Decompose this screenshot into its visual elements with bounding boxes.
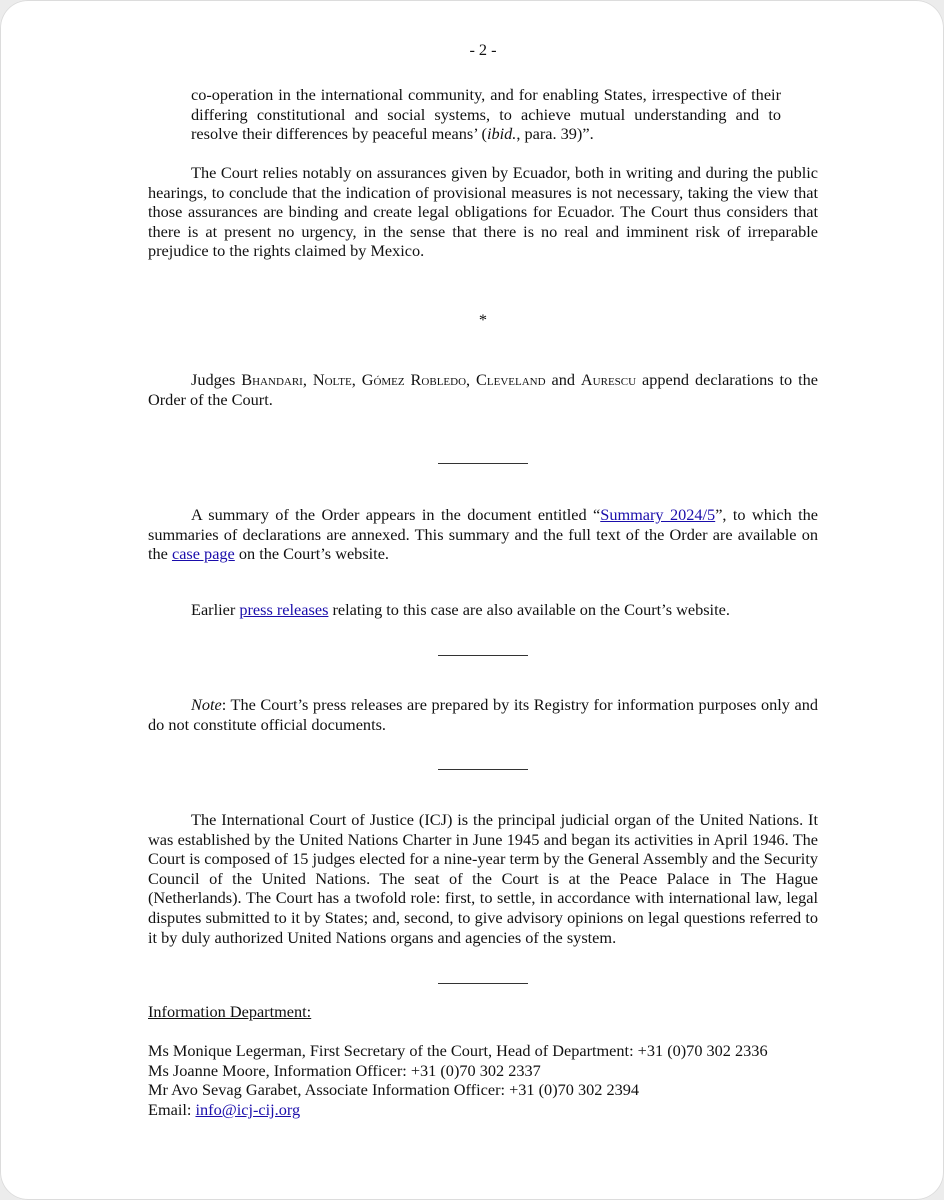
- conjunction: and: [545, 370, 581, 389]
- judge-name-1: Bhandari: [241, 370, 303, 389]
- email-label: Email:: [148, 1099, 196, 1119]
- divider-line: [438, 983, 528, 984]
- quoted-passage: [191, 85, 781, 144]
- email-link[interactable]: info@icj-cij.org: [195, 1099, 301, 1119]
- contact-item: Mr Avo Sevag Garabet, Associate Information Officer: +31 (0)70 302 2394: [148, 1080, 640, 1100]
- summary-mid: ”, to which the summaries of declarations are annexed. This summary and the full text of the Order are available on the: [148, 505, 819, 564]
- separator: ,: [302, 370, 313, 389]
- case-page-link[interactable]: case page: [171, 544, 235, 564]
- divider-line: [438, 463, 528, 464]
- contact-item: Ms Monique Legerman, First Secretary of the Court, Head of Department: +31 (0)70 302 2336: [148, 1041, 768, 1060]
- judges-prefix: Judges: [191, 370, 242, 389]
- judge-name-2: Nolte: [312, 370, 352, 389]
- divider-line: [438, 769, 528, 770]
- summary-post: on the Court’s website.: [234, 544, 389, 564]
- info-department-heading: Information Department:: [148, 1002, 312, 1021]
- contact-list: [148, 1041, 818, 1119]
- paragraph-summary: [148, 505, 818, 564]
- section-asterisk: *: [478, 310, 488, 329]
- contact-item: Ms Joanne Moore, Information Officer: +31 (0)70 302 2337: [148, 1060, 541, 1080]
- judge-name-4: Cleveland: [476, 370, 546, 389]
- divider-line: [438, 655, 528, 656]
- paragraph-earlier-releases: [148, 600, 818, 620]
- summary-pre: A summary of the Order appears in the document entitled “: [191, 505, 601, 524]
- separator: ,: [466, 370, 477, 389]
- judge-name-3: Gómez Robledo: [361, 370, 467, 389]
- judge-name-5: Aurescu: [580, 370, 637, 389]
- press-releases-link[interactable]: press releases: [239, 600, 329, 619]
- paragraph-assurances: The Court relies notably on assurances given by Ecuador, both in writing and during the public hearings, to conclude that the indication of provisional measures is not necessary, taking the view that those assurances are binding and create legal obligations for Ecuador. The Court thus considers that there is at present no urgency, in the sense that there is no real and imminent risk of irreparable prejudice to the rights claimed by Mexico.: [148, 163, 818, 261]
- note-text: : The Court’s press releases are prepared by its Registry for information purposes only and do not constitute official documents.: [148, 695, 818, 734]
- page-number: - 2 -: [469, 40, 497, 59]
- paragraph-icj: The International Court of Justice (ICJ) is the principal judicial organ of the United Nations. It was established by the United Nations Charter in June 1945 and began its activities in April 1946. The Court is composed of 15 judges elected for a nine-year term by the General Assembly and the Security Council of the United Nations. The seat of the Court is at the Peace Palace in The Hague (Netherlands). The Court has a twofold role: first, to settle, in accordance with international law, legal disputes submitted to it by States; and, second, to give advisory opinions on legal questions referred to it by duly authorized United Nations organs and agencies of the system.: [148, 810, 818, 947]
- quote-text: co-operation in the international community, and for enabling States, irrespective of their differing constitutional and social systems, to achieve mutual understanding and to resolve their differences by peaceful means’ (: [191, 85, 781, 144]
- paragraph-judges: [148, 370, 818, 409]
- quote-end: , para. 39)”.: [516, 124, 594, 144]
- earlier-pre: Earlier: [191, 600, 240, 619]
- note-label: Note: [191, 695, 222, 714]
- paragraph-note: [148, 695, 818, 734]
- separator: ,: [351, 370, 362, 389]
- summary-link[interactable]: Summary 2024/5: [600, 505, 716, 524]
- earlier-post: relating to this case are also available on the Court’s website.: [328, 600, 730, 619]
- email-line: [148, 1100, 818, 1120]
- judges-suffix: append declarations to the Order of the Court.: [148, 370, 819, 409]
- quote-ibid: ibid.: [486, 124, 517, 144]
